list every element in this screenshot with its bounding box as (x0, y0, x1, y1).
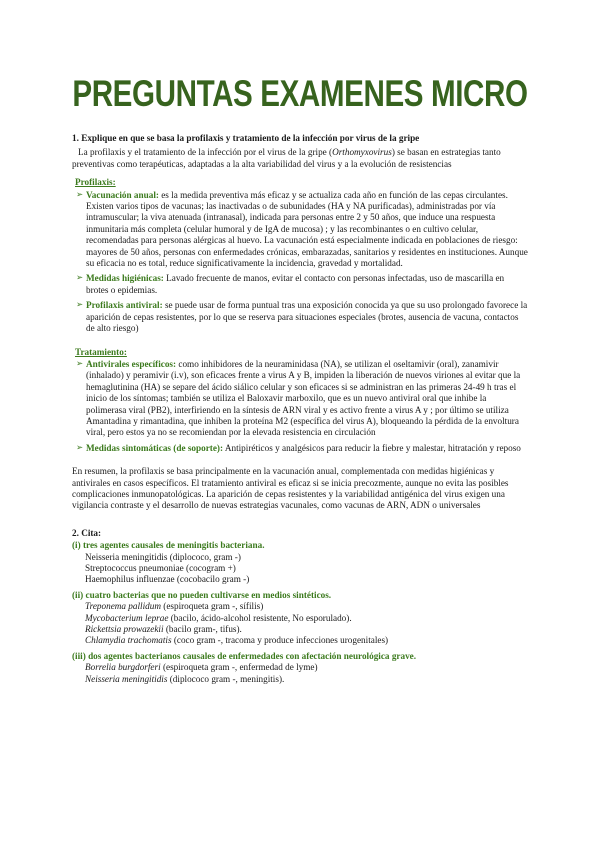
question-2-part-ii-heading: (ii) cuatro bacterias que no pueden cultivarse en medios sintéticos. (72, 589, 332, 600)
profilaxis-heading: Profilaxis: (75, 177, 116, 188)
document-body (72, 133, 528, 685)
intro-text-start: La profilaxis y el tratamiento de la infección por el virus de la gripe ( (78, 147, 333, 158)
list-item (72, 662, 528, 673)
arrow-bullet-icon: ➢ (76, 358, 84, 369)
species-detail: (coco gram -, tracoma y produce infecciones urogenitales) (171, 635, 389, 646)
species-detail: (espiroqueta gram -, sífilis) (160, 601, 264, 612)
list-item (72, 574, 528, 585)
tratamiento-list (72, 359, 528, 454)
species-detail: (espiroqueta gram -, enfermedad de lyme) (160, 662, 318, 673)
profilaxis-item (72, 190, 528, 270)
species-detail: Streptococcus pneumoniae (cocogram +) (85, 563, 236, 573)
list-item (72, 613, 528, 624)
question-1-title: 1. Explique en que se basa la profilaxis y tratamiento de la infección por virus de la gripe (72, 133, 420, 143)
tratamiento-item-text: Antipiréticos y analgésicos para reducir la fiebre y malestar, hitratación y reposo (223, 442, 521, 453)
question-1-intro (72, 147, 528, 170)
species-detail: (bacilo gram-, tifus). (163, 624, 242, 635)
arrow-bullet-icon: ➢ (76, 442, 84, 453)
species-detail: Neisseria meningitidis (diplococo, gram -) (85, 551, 241, 562)
profilaxis-list (72, 190, 528, 335)
list-item (72, 635, 528, 646)
list-item (72, 601, 528, 612)
profilaxis-item-label: Vacunación anual: (86, 189, 159, 200)
profilaxis-item (72, 300, 528, 334)
profilaxis-item-text: es la medida preventiva más eficaz y se actualiza cada año en función de las cepas circulantes. Existen varios tipos de vacunas; las inactivadas o de subunidades (HA y NA purificadas), administradas por vía intramuscular; la viva atenuada (intranasal), indicada para personas entre 2 y 50 años, que induce una respuesta inmunitaria más completa (celular humoral y de IgA de mucosa) ; y las recombinantes o en cultivo celular, recomendadas para personas alérgicas al huevo. La vacunación está especialmente indicada en poblaciones de riesgo: mayores de 50 años, personas con enfermedades crónicas, embarazadas, sanitarios y residentes en instituciones. Aunque su eficacia no es total, reduce significativamente la incidencia, gravedad y mortalidad. (86, 189, 528, 269)
tratamiento-item-label: Antivirales específicos: (86, 358, 177, 369)
list-item (72, 563, 528, 574)
tratamiento-item (72, 359, 528, 439)
list-item (72, 552, 528, 563)
list-item (72, 624, 528, 635)
list-item (72, 674, 528, 685)
arrow-bullet-icon: ➢ (76, 189, 84, 200)
arrow-bullet-icon: ➢ (76, 300, 84, 311)
question-2-part-i-heading: (i) tres agentes causales de meningitis bacteriana. (72, 540, 265, 551)
profilaxis-item-label: Medidas higiénicas: (86, 273, 164, 284)
species-detail: (bacilo, ácido-alcohol resistente, No esporulado). (168, 612, 352, 623)
page-title: PREGUNTAS EXAMENES MICRO (72, 73, 528, 114)
species-name: Neisseria meningitidis (85, 673, 168, 684)
tratamiento-item (72, 443, 528, 454)
species-name: Rickettsia prowazekii (85, 624, 164, 635)
question-2-title: 2. Cita: (72, 527, 102, 538)
intro-virus-name: Orthomyxovirus (332, 147, 392, 158)
species-detail: (diplococo gram -, meningitis). (167, 673, 285, 684)
species-name: Treponema pallidum (85, 601, 161, 612)
question-1-summary: En resumen, la profilaxis se basa principalmente en la vacunación anual, complementada con medidas higiénicas y antivirales en casos específicos. El tratamiento antiviral es eficaz si se inicia precozmente, aunque no evita las posibles complicaciones inmunopatológicas. La aparición de cepas resistentes y la variabilidad antigénica del virus exigen una vigilancia contraste y el desarrollo de nuevas estrategias vacunales, como vacunas de ARN, ADN o universales (72, 466, 509, 511)
tratamiento-item-text: como inhibidores de la neuraminidasa (NA), se utilizan el oseltamivir (oral), zanamivir (inhalado) y peramivir (i.v), son eficaces frente a virus A y B, impiden la liberación de nuevos viriones al evitar que la hemaglutinina (HA) se separe del ácido siálico celular y son eficaces si se administran en las primeras 24-49 h tras el inicio de los síntomas; también se utiliza el Baloxavir marboxilo, que es un nuevo antiviral oral que inhibe la polimerasa viral (PB2), interfiriendo en la síntesis de ARN viral y es activo frente a virus A y ; por último se utiliza Amantadina y rimantadina, que inhiben la proteína M2 (específica del virus A), bloqueando la pérdida de la envoltura viral, pero estos ya no se recomiendan por la elevada resistencia en circulación (86, 358, 521, 438)
profilaxis-item-label: Profilaxis antiviral: (86, 300, 163, 311)
species-detail: Haemophilus influenzae (cocobacilo gram -) (85, 574, 250, 585)
species-name: Mycobacterium leprae (85, 612, 169, 623)
intro-text-end: ) se basan en estrategias tanto preventivas como terapéuticas, adaptadas a la alta variabilidad del virus y a la evolución de resistencias (72, 147, 501, 169)
species-name: Chlamydia trachomatis (85, 635, 172, 646)
profilaxis-item-text: se puede usar de forma puntual tras una exposición conocida ya que su uso prolongado favorece la aparición de cepas resistentes, por lo que se reserva para situaciones especiales (brotes, ausencia de vacuna, contactos de alto riesgo) (86, 300, 528, 334)
profilaxis-item (72, 273, 528, 296)
tratamiento-item-label: Medidas sintomáticas (de soporte): (86, 442, 224, 453)
profilaxis-item-text: Lavado frecuente de manos, evitar el contacto con personas infectadas, uso de mascarilla en brotes o epidemias. (86, 273, 505, 295)
species-name: Borrelia burgdorferi (85, 662, 161, 673)
arrow-bullet-icon: ➢ (76, 273, 84, 284)
tratamiento-heading: Tratamiento: (75, 346, 127, 357)
question-2-part-iii-heading: (iii) dos agentes bacterianos causales de enfermedades con afectación neurológica grave. (72, 650, 417, 661)
